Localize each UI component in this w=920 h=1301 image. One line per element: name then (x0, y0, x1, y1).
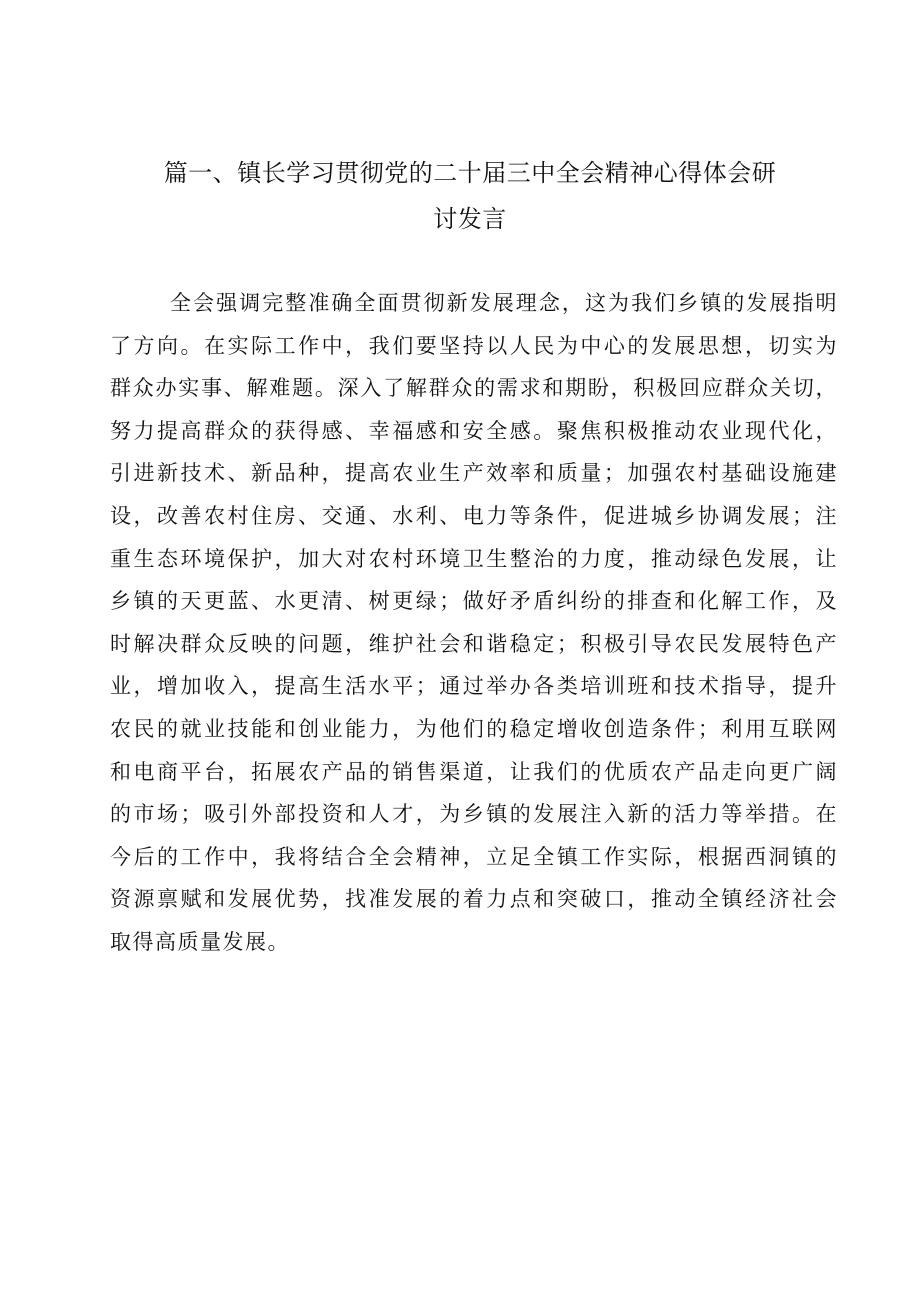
title-line-1: 篇一、镇长学习贯彻党的二十届三中全会精神心得体会研 (163, 159, 777, 187)
paragraph-line: 乡镇的天更蓝、水更清、树更绿；做好矛盾纠纷的排查和化解工作，及 (110, 589, 838, 614)
paragraph-line: 设，改善农村住房、交通、水利、电力等条件，促进城乡协调发展；注 (110, 503, 838, 528)
title-line-2: 讨发言 (433, 205, 507, 233)
paragraph-line: 全会强调完整准确全面贯彻新发展理念，这为我们乡镇的发展指明 (170, 291, 838, 315)
paragraph-line: 和电商平台，拓展农产品的销售渠道，让我们的优质农产品走向更广阔 (110, 759, 838, 784)
paragraph-line: 时解决群众反映的问题，维护社会和谐稳定；积极引导农民发展特色产 (110, 631, 838, 656)
paragraph-line: 今后的工作中，我将结合全会精神，立足全镇工作实际，根据西洞镇的 (110, 844, 838, 869)
paragraph-line: 重生态环境保护，加大对农村环境卫生整治的力度，推动绿色发展，让 (110, 546, 838, 571)
paragraph-line: 群众办实事、解难题。深入了解群众的需求和期盼，积极回应群众关切， (110, 376, 838, 401)
paragraph-line: 努力提高群众的获得感、幸福感和安全感。聚焦积极推动农业现代化， (110, 418, 838, 443)
paragraph-line: 引进新技术、新品种，提高农业生产效率和质量；加强农村基础设施建 (110, 461, 838, 486)
paragraph-line: 业，增加收入，提高生活水平；通过举办各类培训班和技术指导，提升 (110, 674, 838, 699)
paragraph-line: 资源禀赋和发展优势，找准发展的着力点和突破口，推动全镇经济社会 (110, 887, 838, 912)
paragraph-line: 农民的就业技能和创业能力，为他们的稳定增收创造条件；利用互联网 (110, 716, 838, 741)
document-title (150, 150, 790, 242)
paragraph-line: 的市场；吸引外部投资和人才，为乡镇的发展注入新的活力等举措。在 (110, 802, 838, 827)
paragraph-line: 取得高质量发展。 (110, 929, 290, 954)
body-paragraph (110, 282, 838, 964)
paragraph-line: 了方向。在实际工作中，我们要坚持以人民为中心的发展思想，切实为 (110, 333, 838, 358)
